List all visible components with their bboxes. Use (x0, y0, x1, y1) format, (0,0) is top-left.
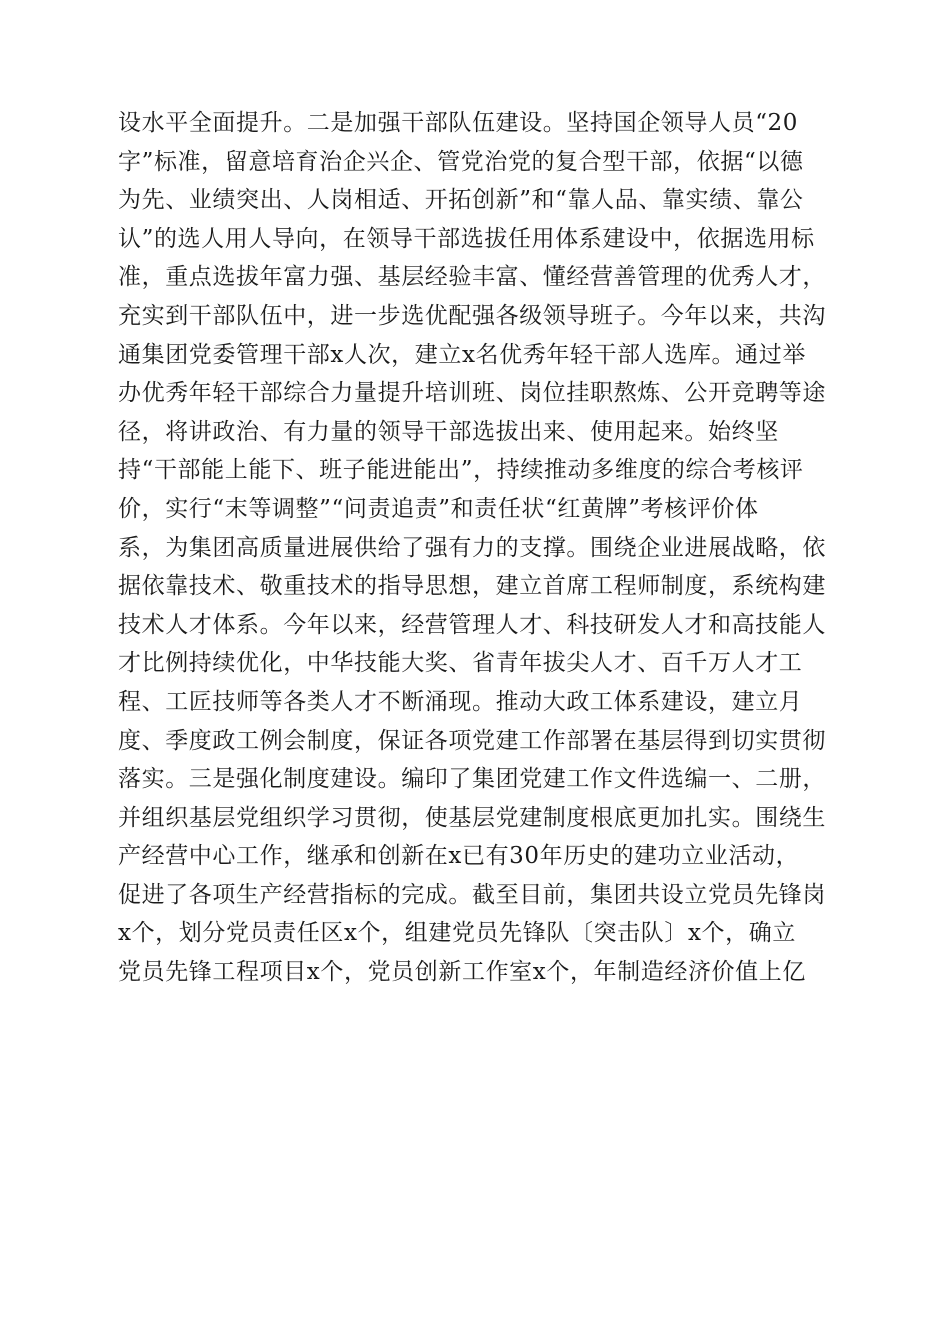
text-line: 通集团党委管理干部x人次，建立x名优秀年轻干部人选库。通过举 (118, 341, 806, 368)
text-line: 技术人才体系。今年以来，经营管理人才、科技研发人才和高技能人 (118, 611, 826, 638)
text-line: 产经营中心工作，继承和创新在x已有30年历史的建功立业活动， (118, 843, 800, 870)
text-line: 持“干部能上能下、班子能进能出”，持续推动多维度的综合考核评 (118, 457, 804, 484)
text-line: 设水平全面提升。二是加强干部队伍建设。坚持国企领导人员“20 (118, 110, 799, 136)
text-line: 才比例持续优化，中华技能大奖、省青年拔尖人才、百千万人才工 (118, 650, 803, 677)
text-line: 价，实行“末等调整”“问责追责”和责任状“红黄牌”考核评价体 (118, 495, 759, 522)
text-line: 认”的选人用人导向，在领导干部选拔任用体系建设中，依据选用标 (118, 225, 815, 252)
text-line: 准，重点选拔年富力强、基层经验丰富、懂经营善管理的优秀人才， (118, 264, 826, 291)
text-line: 度、季度政工例会制度，保证各项党建工作部署在基层得到切实贯彻 (118, 727, 826, 754)
text-line: x个，划分党员责任区x个，组建党员先锋队〔突击队〕x个，确立 (118, 920, 796, 947)
text-line: 落实。三是强化制度建设。编印了集团党建工作文件选编一、二册， (118, 766, 826, 793)
text-line: 并组织基层党组织学习贯彻，使基层党建制度根底更加扎实。围绕生 (118, 804, 826, 831)
text-line: 充实到干部队伍中，进一步选优配强各级领导班子。今年以来，共沟 (118, 302, 826, 329)
text-line: 字”标准，留意培育治企兴企、管党治党的复合型干部，依据“以德 (118, 148, 804, 175)
text-line: 程、工匠技师等各类人才不断涌现。推动大政工体系建设，建立月 (118, 688, 803, 715)
body-text (118, 104, 868, 992)
text-line: 为先、业绩突出、人岗相适、开拓创新”和“靠人品、靠实绩、靠公 (118, 187, 804, 214)
text-line: 系，为集团高质量进展供给了强有力的支撑。围绕企业进展战略，依 (118, 534, 826, 561)
text-line: 据依靠技术、敬重技术的指导思想，建立首席工程师制度，系统构建 (118, 573, 826, 600)
text-line: 党员先锋工程项目x个，党员创新工作室x个，年制造经济价值上亿 (118, 959, 806, 986)
text-line: 径，将讲政治、有力量的领导干部选拔出来、使用起来。始终坚 (118, 418, 779, 445)
text-line: 促进了各项生产经营指标的完成。截至目前，集团共设立党员先锋岗 (118, 881, 826, 908)
text-line: 办优秀年轻干部综合力量提升培训班、岗位挂职熬炼、公开竞聘等途 (118, 380, 826, 407)
